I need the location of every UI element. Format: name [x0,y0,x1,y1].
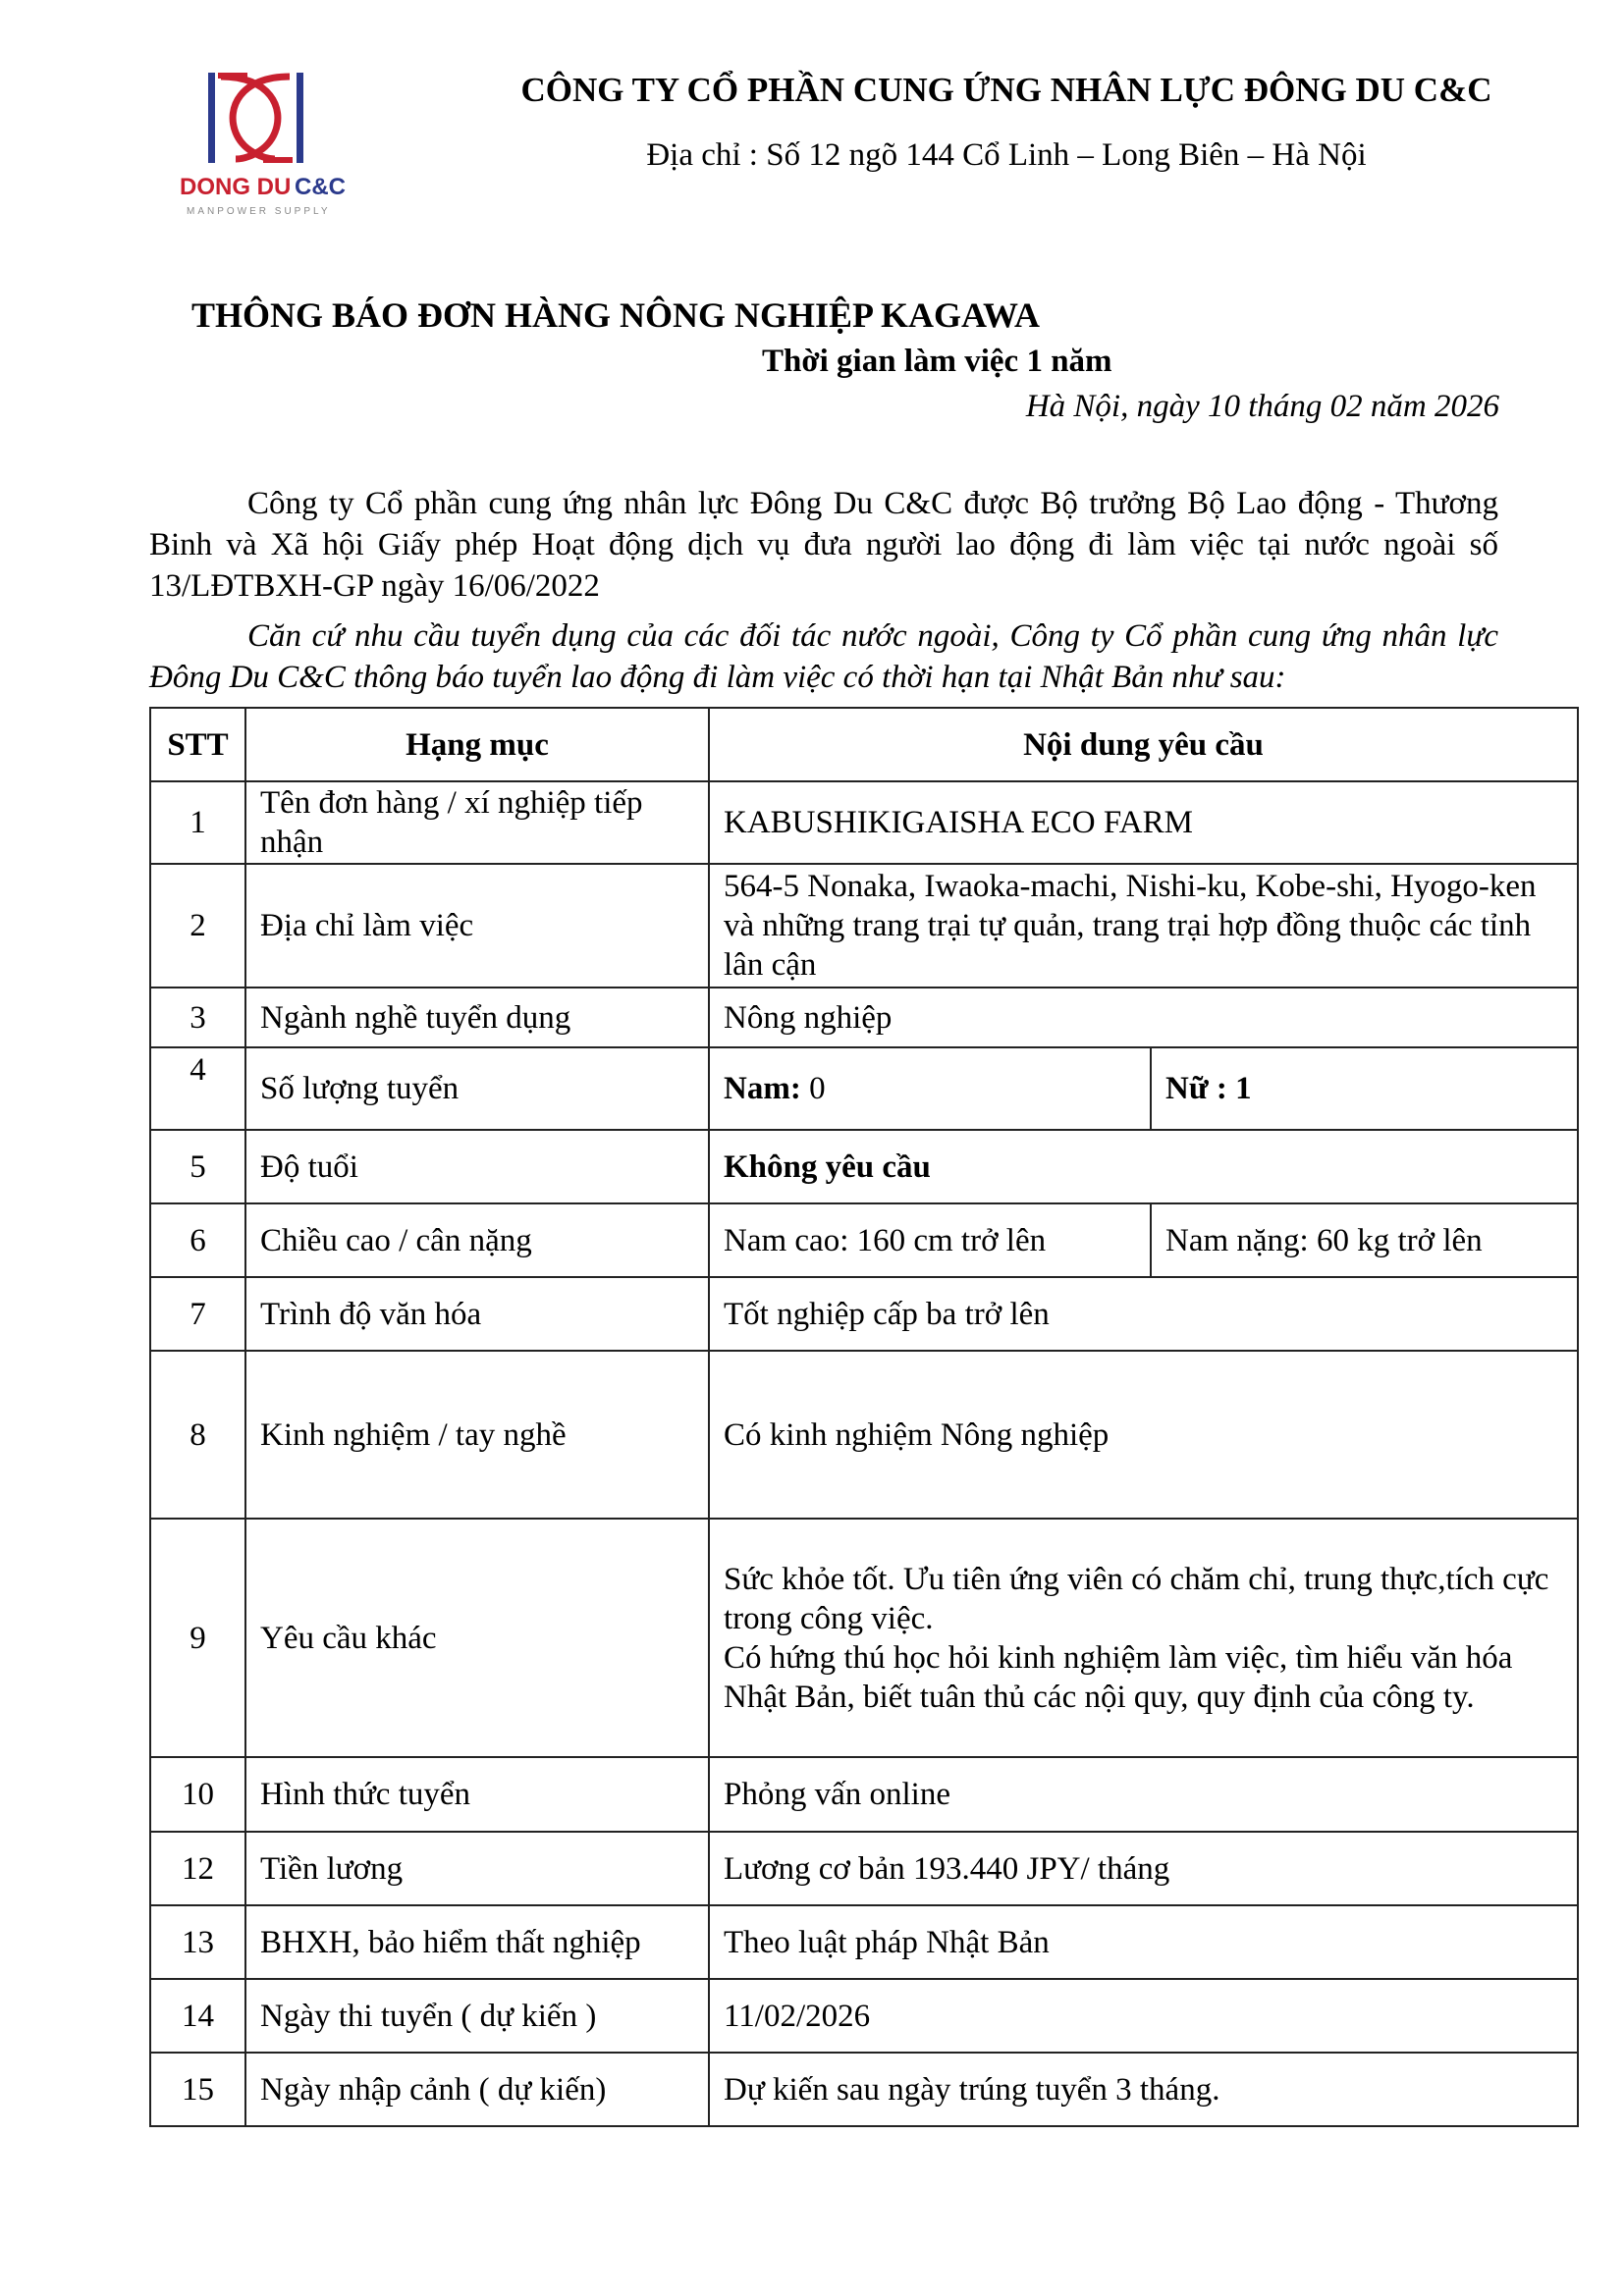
requirements-table [149,707,1579,2127]
row-item: Kinh nghiệm / tay nghề [245,1351,709,1519]
table-row [150,1979,1578,2053]
male-quota [709,1047,1151,1130]
row-item: Tên đơn hàng / xí nghiệp tiếp nhận [245,781,709,864]
table-row [150,1203,1578,1277]
document-subtitle: Thời gian làm việc 1 năm [762,344,1112,379]
weight-requirement: Nam nặng: 60 kg trở lên [1151,1203,1578,1277]
row-number: 8 [150,1351,245,1519]
header-content: Nội dung yêu cầu [709,708,1578,781]
company-address: Địa chỉ : Số 12 ngõ 144 Cổ Linh – Long Biên – Hà Nội [646,137,1367,173]
table-row [150,1277,1578,1351]
row-number: 15 [150,2053,245,2126]
header-item: Hạng mục [245,708,709,781]
row-content: KABUSHIKIGAISHA ECO FARM [709,781,1578,864]
row-item: Độ tuổi [245,1130,709,1203]
intro-paragraph: Công ty Cổ phần cung ứng nhân lực Đông Du C&C được Bộ trưởng Bộ Lao động - Thương Binh và Xã hội Giấy phép Hoạt động dịch vụ đưa người lao động đi làm việc tại nước ngoài số 13/LĐTBXH-GP ngày 16/06/2022 [149,486,1498,604]
male-label: Nam: [724,1071,801,1106]
female-quota: Nữ : 1 [1151,1047,1578,1130]
row-content: Không yêu cầu [709,1130,1578,1203]
row-content: Phỏng vấn online [709,1757,1578,1832]
row-content-line-1: Sức khỏe tốt. Ưu tiên ứng viên có chăm chỉ, trung thực,tích cực trong công việc. [724,1561,1549,1636]
row-number: 9 [150,1519,245,1757]
row-item: Ngày thi tuyển ( dự kiến ) [245,1979,709,2053]
company-logo [177,69,363,226]
row-item: Chiều cao / cân nặng [245,1203,709,1277]
table-row [150,1519,1578,1757]
male-value: 0 [800,1071,826,1106]
basis-paragraph: Căn cứ nhu cầu tuyển dụng của các đối tác nước ngoài, Công ty Cổ phần cung ứng nhân lực Đông Du C&C thông báo tuyển lao động đi làm việc có thời hạn tại Nhật Bản như sau: [149,618,1498,695]
row-content: 564-5 Nonaka, Iwaoka-machi, Nishi-ku, Kobe-shi, Hyogo-ken và những trang trại tự quản, trang trại hợp đồng thuộc các tỉnh lân cận [709,864,1578,988]
table-row [150,1757,1578,1832]
table-row [150,1351,1578,1519]
row-number: 1 [150,781,245,864]
row-item: BHXH, bảo hiểm thất nghiệp [245,1905,709,1979]
row-item: Tiền lương [245,1832,709,1905]
row-item: Trình độ văn hóa [245,1277,709,1351]
table-row [150,1905,1578,1979]
table-row [150,1047,1578,1130]
row-item: Yêu cầu khác [245,1519,709,1757]
row-content: 11/02/2026 [709,1979,1578,2053]
row-content: Theo luật pháp Nhật Bản [709,1905,1578,1979]
row-content: Có kinh nghiệm Nông nghiệp [709,1351,1578,1519]
row-content: Lương cơ bản 193.440 JPY/ tháng [709,1832,1578,1905]
row-content: Nông nghiệp [709,988,1578,1047]
table-row [150,2053,1578,2126]
header-stt: STT [150,708,245,781]
table-row [150,1130,1578,1203]
row-item: Ngành nghề tuyển dụng [245,988,709,1047]
document-date: Hà Nội, ngày 10 tháng 02 năm 2026 [1025,389,1499,424]
row-item: Địa chỉ làm việc [245,864,709,988]
row-content: Dự kiến sau ngày trúng tuyển 3 tháng. [709,2053,1578,2126]
row-number: 5 [150,1130,245,1203]
table-header-row [150,708,1578,781]
row-number: 7 [150,1277,245,1351]
row-number: 13 [150,1905,245,1979]
svg-text:MANPOWER SUPPLY: MANPOWER SUPPLY [187,206,331,217]
height-requirement: Nam cao: 160 cm trở lên [709,1203,1151,1277]
row-number: 2 [150,864,245,988]
table-row [150,1832,1578,1905]
row-number: 14 [150,1979,245,2053]
svg-text:DONG DU: DONG DU [180,174,292,200]
table-row [150,988,1578,1047]
table-row [150,781,1578,864]
row-item: Hình thức tuyển [245,1757,709,1832]
document-title: THÔNG BÁO ĐƠN HÀNG NÔNG NGHIỆP KAGAWA [190,295,1041,335]
row-number: 3 [150,988,245,1047]
row-content [709,1519,1578,1757]
row-number: 12 [150,1832,245,1905]
company-name: CÔNG TY CỔ PHẦN CUNG ỨNG NHÂN LỰC ĐÔNG DU C&C [520,71,1492,109]
row-number: 4 [150,1047,245,1130]
row-content-line-2: Có hứng thú học hỏi kinh nghiệm làm việc, tìm hiểu văn hóa Nhật Bản, biết tuân thủ các nội quy, quy định của công ty. [724,1639,1513,1715]
row-number: 10 [150,1757,245,1832]
table-row [150,864,1578,988]
row-item: Ngày nhập cảnh ( dự kiến) [245,2053,709,2126]
svg-text:C&C: C&C [295,174,346,200]
row-number: 6 [150,1203,245,1277]
row-item: Số lượng tuyển [245,1047,709,1130]
row-content: Tốt nghiệp cấp ba trở lên [709,1277,1578,1351]
